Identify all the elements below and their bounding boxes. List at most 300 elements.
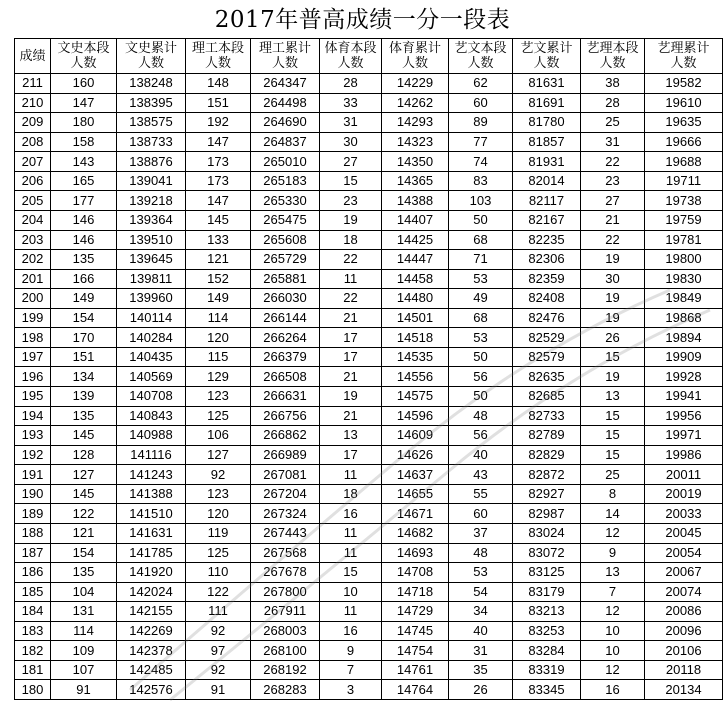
table-row <box>15 250 723 270</box>
table-row <box>15 523 723 543</box>
table-cell: 21 <box>320 406 382 426</box>
table-cell: 139 <box>51 387 117 407</box>
table-cell: 3 <box>320 680 382 700</box>
table-cell: 158 <box>51 132 117 152</box>
score-cell: 204 <box>15 210 51 230</box>
table-cell: 53 <box>449 269 513 289</box>
column-header-line2: 人数 <box>137 56 164 71</box>
table-row <box>15 563 723 583</box>
table-row <box>15 543 723 563</box>
table-cell: 268192 <box>251 660 320 680</box>
column-header-line2: 人数 <box>271 56 298 71</box>
table-cell: 19 <box>581 289 645 309</box>
table-cell: 14518 <box>382 328 449 348</box>
table-row <box>15 93 723 113</box>
table-cell: 145 <box>51 426 117 446</box>
table-cell: 114 <box>51 621 117 641</box>
score-cell: 194 <box>15 406 51 426</box>
table-cell: 19759 <box>645 210 723 230</box>
table-cell: 19582 <box>645 74 723 94</box>
table-row <box>15 426 723 446</box>
table-cell: 82529 <box>513 328 581 348</box>
table-cell: 147 <box>186 132 251 152</box>
table-cell: 10 <box>581 641 645 661</box>
table-cell: 265729 <box>251 250 320 270</box>
table-cell: 110 <box>186 563 251 583</box>
table-cell: 20033 <box>645 504 723 524</box>
score-cell: 197 <box>15 347 51 367</box>
table-cell: 125 <box>186 543 251 563</box>
table-cell: 145 <box>186 210 251 230</box>
table-cell: 30 <box>581 269 645 289</box>
column-header-line1: 文史本段 <box>57 41 110 56</box>
table-cell: 82476 <box>513 308 581 328</box>
table-cell: 141388 <box>117 484 186 504</box>
table-cell: 121 <box>51 523 117 543</box>
table-cell: 140435 <box>117 347 186 367</box>
table-row <box>15 484 723 504</box>
score-cell: 199 <box>15 308 51 328</box>
score-cell: 203 <box>15 230 51 250</box>
table-cell: 264498 <box>251 93 320 113</box>
table-cell: 83024 <box>513 523 581 543</box>
table-cell: 192 <box>186 113 251 133</box>
table-cell: 114 <box>186 308 251 328</box>
table-row <box>15 289 723 309</box>
table-cell: 83179 <box>513 582 581 602</box>
table-cell: 20045 <box>645 523 723 543</box>
table-row <box>15 171 723 191</box>
table-cell: 20074 <box>645 582 723 602</box>
column-header-line1: 艺文本段 <box>454 41 507 56</box>
table-cell: 151 <box>186 93 251 113</box>
table-cell: 19 <box>581 308 645 328</box>
table-cell: 83072 <box>513 543 581 563</box>
table-cell: 12 <box>581 602 645 622</box>
table-cell: 146 <box>51 210 117 230</box>
table-cell: 14671 <box>382 504 449 524</box>
table-cell: 103 <box>449 191 513 211</box>
table-cell: 138876 <box>117 152 186 172</box>
column-header-line2: 人数 <box>70 56 97 71</box>
table-cell: 264690 <box>251 113 320 133</box>
table-cell: 11 <box>320 523 382 543</box>
table-cell: 14609 <box>382 426 449 446</box>
table-cell: 14262 <box>382 93 449 113</box>
table-cell: 14425 <box>382 230 449 250</box>
table-cell: 140114 <box>117 308 186 328</box>
table-cell: 82167 <box>513 210 581 230</box>
score-cell: 184 <box>15 602 51 622</box>
table-cell: 27 <box>320 152 382 172</box>
table-cell: 15 <box>581 445 645 465</box>
table-cell: 82685 <box>513 387 581 407</box>
table-cell: 82987 <box>513 504 581 524</box>
table-cell: 14229 <box>382 74 449 94</box>
table-cell: 14458 <box>382 269 449 289</box>
column-header <box>382 39 449 74</box>
table-body <box>15 74 723 700</box>
table-cell: 22 <box>581 230 645 250</box>
score-cell: 200 <box>15 289 51 309</box>
table-cell: 83319 <box>513 660 581 680</box>
column-header-line1: 体育累计 <box>388 41 441 56</box>
table-cell: 28 <box>320 74 382 94</box>
table-cell: 31 <box>581 132 645 152</box>
table-cell: 9 <box>581 543 645 563</box>
table-cell: 7 <box>581 582 645 602</box>
table-cell: 14323 <box>382 132 449 152</box>
table-cell: 82789 <box>513 426 581 446</box>
table-cell: 19635 <box>645 113 723 133</box>
table-cell: 48 <box>449 406 513 426</box>
table-cell: 55 <box>449 484 513 504</box>
table-cell: 19830 <box>645 269 723 289</box>
table-row <box>15 210 723 230</box>
table-cell: 82408 <box>513 289 581 309</box>
table-row <box>15 113 723 133</box>
table-cell: 81780 <box>513 113 581 133</box>
column-header-line2: 人数 <box>204 56 231 71</box>
table-cell: 125 <box>186 406 251 426</box>
table-cell: 17 <box>320 445 382 465</box>
table-cell: 265475 <box>251 210 320 230</box>
table-cell: 267911 <box>251 602 320 622</box>
table-cell: 127 <box>51 465 117 485</box>
table-cell: 180 <box>51 113 117 133</box>
score-distribution-table <box>14 38 723 700</box>
table-cell: 14693 <box>382 543 449 563</box>
table-cell: 11 <box>320 602 382 622</box>
table-cell: 50 <box>449 210 513 230</box>
column-header <box>117 39 186 74</box>
table-cell: 154 <box>51 308 117 328</box>
score-cell: 193 <box>15 426 51 446</box>
table-cell: 19849 <box>645 289 723 309</box>
column-header <box>581 39 645 74</box>
table-row <box>15 621 723 641</box>
score-cell: 195 <box>15 387 51 407</box>
table-cell: 40 <box>449 445 513 465</box>
table-cell: 115 <box>186 347 251 367</box>
table-cell: 123 <box>186 387 251 407</box>
table-cell: 266144 <box>251 308 320 328</box>
table-cell: 266756 <box>251 406 320 426</box>
table-cell: 16 <box>320 621 382 641</box>
table-cell: 104 <box>51 582 117 602</box>
table-cell: 173 <box>186 152 251 172</box>
table-cell: 264837 <box>251 132 320 152</box>
table-row <box>15 406 723 426</box>
table-row <box>15 152 723 172</box>
score-cell: 183 <box>15 621 51 641</box>
page-title: 2017年普高成绩一分一段表 <box>214 7 511 33</box>
table-cell: 267443 <box>251 523 320 543</box>
table-cell: 15 <box>320 563 382 583</box>
table-cell: 97 <box>186 641 251 661</box>
table-cell: 14350 <box>382 152 449 172</box>
table-cell: 13 <box>581 563 645 583</box>
table-cell: 14407 <box>382 210 449 230</box>
table-cell: 83213 <box>513 602 581 622</box>
table-cell: 11 <box>320 465 382 485</box>
table-cell: 267568 <box>251 543 320 563</box>
table-cell: 140843 <box>117 406 186 426</box>
table-cell: 27 <box>581 191 645 211</box>
table-cell: 154 <box>51 543 117 563</box>
table-cell: 138733 <box>117 132 186 152</box>
table-cell: 265330 <box>251 191 320 211</box>
table-cell: 92 <box>186 465 251 485</box>
table-cell: 81857 <box>513 132 581 152</box>
table-cell: 15 <box>581 406 645 426</box>
table-cell: 268100 <box>251 641 320 661</box>
column-header-line2: 人数 <box>599 56 626 71</box>
table-cell: 19610 <box>645 93 723 113</box>
table-cell: 149 <box>186 289 251 309</box>
table-cell: 23 <box>320 191 382 211</box>
table-cell: 14655 <box>382 484 449 504</box>
table-cell: 131 <box>51 602 117 622</box>
table-cell: 122 <box>51 504 117 524</box>
column-header-line2: 人数 <box>401 56 428 71</box>
table-cell: 139645 <box>117 250 186 270</box>
table-cell: 82733 <box>513 406 581 426</box>
table-cell: 68 <box>449 308 513 328</box>
table-cell: 15 <box>581 347 645 367</box>
table-cell: 20086 <box>645 602 723 622</box>
table-cell: 21 <box>581 210 645 230</box>
table-cell: 20096 <box>645 621 723 641</box>
table-cell: 148 <box>186 74 251 94</box>
table-cell: 19666 <box>645 132 723 152</box>
table-cell: 121 <box>186 250 251 270</box>
table-cell: 83284 <box>513 641 581 661</box>
score-cell: 208 <box>15 132 51 152</box>
table-cell: 14 <box>581 504 645 524</box>
table-cell: 267324 <box>251 504 320 524</box>
table-row <box>15 680 723 700</box>
table-cell: 37 <box>449 523 513 543</box>
column-header-line2: 人数 <box>337 56 364 71</box>
table-cell: 22 <box>320 250 382 270</box>
table-cell: 141920 <box>117 563 186 583</box>
table-row <box>15 328 723 348</box>
score-cell: 192 <box>15 445 51 465</box>
table-cell: 19894 <box>645 328 723 348</box>
score-cell: 186 <box>15 563 51 583</box>
table-cell: 19688 <box>645 152 723 172</box>
column-header-line1: 成绩 <box>19 48 46 64</box>
table-cell: 60 <box>449 93 513 113</box>
table-cell: 11 <box>320 543 382 563</box>
table-cell: 18 <box>320 484 382 504</box>
column-header-line1: 体育本段 <box>324 41 377 56</box>
column-header-line1: 文史累计 <box>124 41 177 56</box>
table-cell: 266862 <box>251 426 320 446</box>
table-cell: 14637 <box>382 465 449 485</box>
table-cell: 10 <box>320 582 382 602</box>
table-cell: 20011 <box>645 465 723 485</box>
table-cell: 142024 <box>117 582 186 602</box>
table-cell: 140708 <box>117 387 186 407</box>
table-cell: 139041 <box>117 171 186 191</box>
score-cell: 207 <box>15 152 51 172</box>
score-cell: 180 <box>15 680 51 700</box>
table-cell: 19971 <box>645 426 723 446</box>
table-cell: 14556 <box>382 367 449 387</box>
table-cell: 34 <box>449 602 513 622</box>
table-cell: 21 <box>320 308 382 328</box>
table-row <box>15 504 723 524</box>
table-cell: 147 <box>51 93 117 113</box>
table-cell: 14575 <box>382 387 449 407</box>
column-header <box>513 39 581 74</box>
table-cell: 129 <box>186 367 251 387</box>
table-cell: 16 <box>320 504 382 524</box>
table-cell: 8 <box>581 484 645 504</box>
table-cell: 19800 <box>645 250 723 270</box>
table-row <box>15 74 723 94</box>
table-cell: 151 <box>51 347 117 367</box>
table-cell: 266631 <box>251 387 320 407</box>
table-cell: 120 <box>186 328 251 348</box>
table-cell: 82306 <box>513 250 581 270</box>
table-cell: 14501 <box>382 308 449 328</box>
table-cell: 25 <box>581 113 645 133</box>
table-cell: 10 <box>581 621 645 641</box>
table-cell: 30 <box>320 132 382 152</box>
table-cell: 19909 <box>645 347 723 367</box>
table-cell: 89 <box>449 113 513 133</box>
score-cell: 190 <box>15 484 51 504</box>
table-cell: 109 <box>51 641 117 661</box>
table-cell: 138395 <box>117 93 186 113</box>
table-cell: 20019 <box>645 484 723 504</box>
table-cell: 83345 <box>513 680 581 700</box>
table-cell: 266030 <box>251 289 320 309</box>
column-header-line1: 艺理累计 <box>657 41 710 56</box>
table-cell: 77 <box>449 132 513 152</box>
table-cell: 31 <box>449 641 513 661</box>
table-row <box>15 465 723 485</box>
table-cell: 17 <box>320 347 382 367</box>
table-cell: 22 <box>581 152 645 172</box>
table-cell: 265183 <box>251 171 320 191</box>
table-cell: 60 <box>449 504 513 524</box>
table-cell: 83125 <box>513 563 581 583</box>
table-cell: 268003 <box>251 621 320 641</box>
table-cell: 264347 <box>251 74 320 94</box>
table-cell: 142378 <box>117 641 186 661</box>
table-cell: 54 <box>449 582 513 602</box>
table-cell: 19781 <box>645 230 723 250</box>
table-cell: 107 <box>51 660 117 680</box>
table-cell: 43 <box>449 465 513 485</box>
table-cell: 266989 <box>251 445 320 465</box>
column-header-line1: 理工累计 <box>258 41 311 56</box>
table-cell: 81631 <box>513 74 581 94</box>
table-cell: 62 <box>449 74 513 94</box>
column-header <box>645 39 723 74</box>
table-cell: 91 <box>51 680 117 700</box>
table-cell: 19941 <box>645 387 723 407</box>
table-row <box>15 602 723 622</box>
table-cell: 19738 <box>645 191 723 211</box>
table-row <box>15 445 723 465</box>
table-cell: 53 <box>449 563 513 583</box>
table-row <box>15 387 723 407</box>
table-cell: 177 <box>51 191 117 211</box>
table-cell: 14388 <box>382 191 449 211</box>
column-header <box>15 39 51 74</box>
table-cell: 50 <box>449 347 513 367</box>
table-cell: 15 <box>320 171 382 191</box>
header-row <box>15 39 723 74</box>
table-cell: 16 <box>581 680 645 700</box>
table-cell: 268283 <box>251 680 320 700</box>
table-cell: 19 <box>581 367 645 387</box>
table-cell: 53 <box>449 328 513 348</box>
table-row <box>15 308 723 328</box>
table-row <box>15 269 723 289</box>
column-header <box>449 39 513 74</box>
table-cell: 82117 <box>513 191 581 211</box>
table-cell: 12 <box>581 660 645 680</box>
score-cell: 209 <box>15 113 51 133</box>
table-cell: 135 <box>51 250 117 270</box>
table-cell: 19711 <box>645 171 723 191</box>
table-cell: 14365 <box>382 171 449 191</box>
score-cell: 205 <box>15 191 51 211</box>
column-header-line2: 人数 <box>670 56 697 71</box>
table-cell: 119 <box>186 523 251 543</box>
table-cell: 147 <box>186 191 251 211</box>
table-cell: 49 <box>449 289 513 309</box>
score-cell: 198 <box>15 328 51 348</box>
table-row <box>15 132 723 152</box>
table-cell: 135 <box>51 406 117 426</box>
column-header <box>51 39 117 74</box>
table-cell: 81691 <box>513 93 581 113</box>
table-cell: 31 <box>320 113 382 133</box>
table-cell: 141785 <box>117 543 186 563</box>
table-cell: 123 <box>186 484 251 504</box>
table-cell: 82579 <box>513 347 581 367</box>
table-cell: 160 <box>51 74 117 94</box>
table-cell: 266264 <box>251 328 320 348</box>
table-cell: 82635 <box>513 367 581 387</box>
table-cell: 21 <box>320 367 382 387</box>
table-cell: 14447 <box>382 250 449 270</box>
table-cell: 14761 <box>382 660 449 680</box>
table-cell: 138575 <box>117 113 186 133</box>
table-cell: 111 <box>186 602 251 622</box>
score-cell: 206 <box>15 171 51 191</box>
table-cell: 133 <box>186 230 251 250</box>
table-cell: 20118 <box>645 660 723 680</box>
table-cell: 140284 <box>117 328 186 348</box>
table-cell: 134 <box>51 367 117 387</box>
table-cell: 142269 <box>117 621 186 641</box>
table-cell: 135 <box>51 563 117 583</box>
table-cell: 139510 <box>117 230 186 250</box>
table-cell: 19928 <box>645 367 723 387</box>
table-cell: 266508 <box>251 367 320 387</box>
table-cell: 92 <box>186 660 251 680</box>
table-cell: 19956 <box>645 406 723 426</box>
table-cell: 9 <box>320 641 382 661</box>
